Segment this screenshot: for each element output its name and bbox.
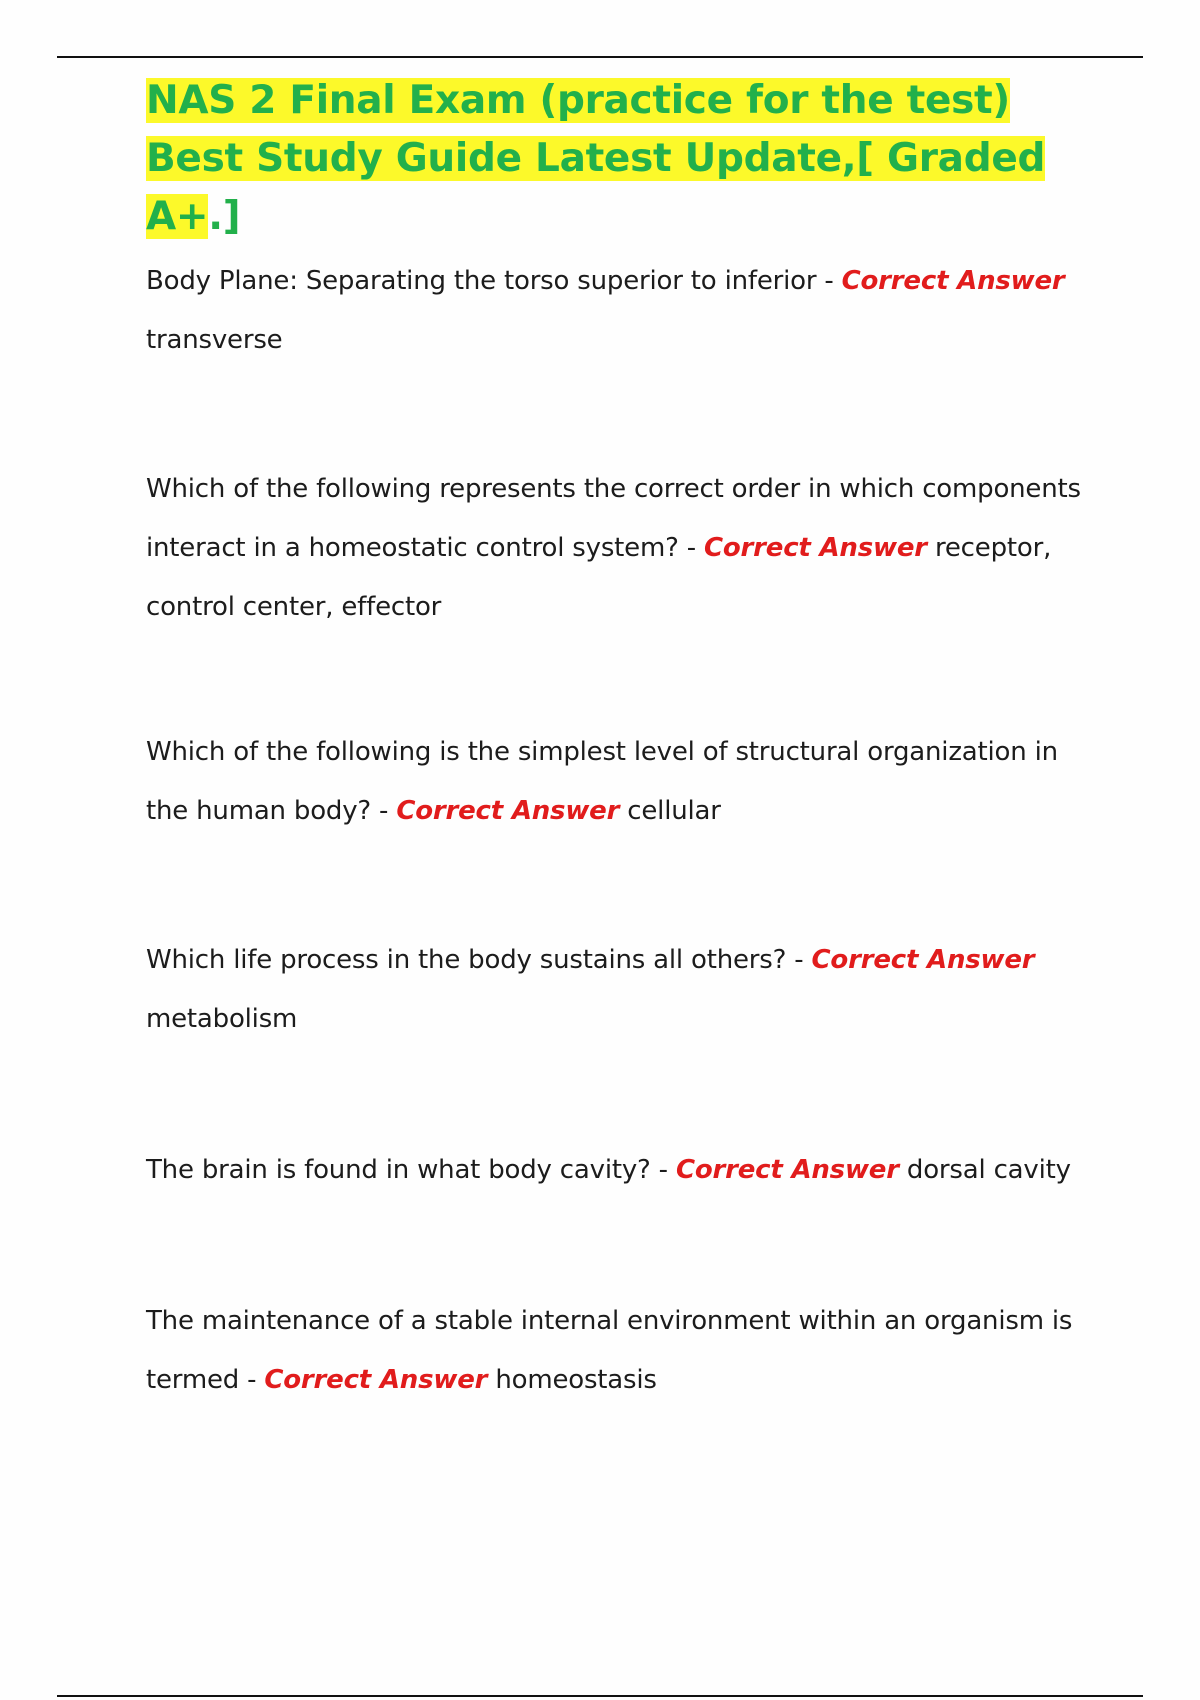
answer-text: cellular: [619, 796, 721, 826]
answer-text: receptor, control center, effector: [146, 533, 1052, 622]
question-text: The maintenance of a stable internal environment within an organism is termed -: [146, 1306, 1073, 1395]
answer-text: metabolism: [146, 1004, 298, 1034]
correct-answer-label: Correct Answer: [811, 945, 1035, 975]
correct-answer-label: Correct Answer: [841, 266, 1065, 296]
qa-item: [146, 1292, 1106, 1410]
document-title: [146, 72, 1106, 246]
document-body: [146, 72, 1106, 1410]
question-text: The brain is found in what body cavity? -: [146, 1155, 676, 1185]
correct-answer-label: Correct Answer: [675, 1155, 899, 1185]
title-highlighted-text: NAS 2 Final Exam (practice for the test) Best Study Guide Latest Update,[ Graded A+: [146, 78, 1046, 239]
question-text: Which of the following represents the correct order in which components interact in a homeostatic control system? -: [146, 474, 1081, 563]
top-rule: [57, 56, 1143, 58]
question-text: Body Plane: Separating the torso superior to inferior -: [146, 266, 842, 296]
correct-answer-label: Correct Answer: [264, 1365, 488, 1395]
correct-answer-label: Correct Answer: [704, 533, 927, 563]
qa-item: [146, 723, 1106, 841]
qa-item: [146, 1141, 1106, 1200]
question-text: Which life process in the body sustains all others? -: [146, 945, 812, 975]
qa-item: [146, 252, 1106, 370]
answer-text: homeostasis: [487, 1365, 657, 1395]
correct-answer-label: Correct Answer: [396, 796, 620, 826]
qa-item: [146, 931, 1106, 1049]
title-tail-text: .]: [208, 194, 241, 239]
bottom-rule: [57, 1695, 1143, 1697]
answer-text: transverse: [146, 325, 283, 355]
qa-item: [146, 460, 1106, 637]
answer-text: dorsal cavity: [898, 1155, 1071, 1185]
question-text: Which of the following is the simplest level of structural organization in the human body? -: [146, 737, 1058, 826]
